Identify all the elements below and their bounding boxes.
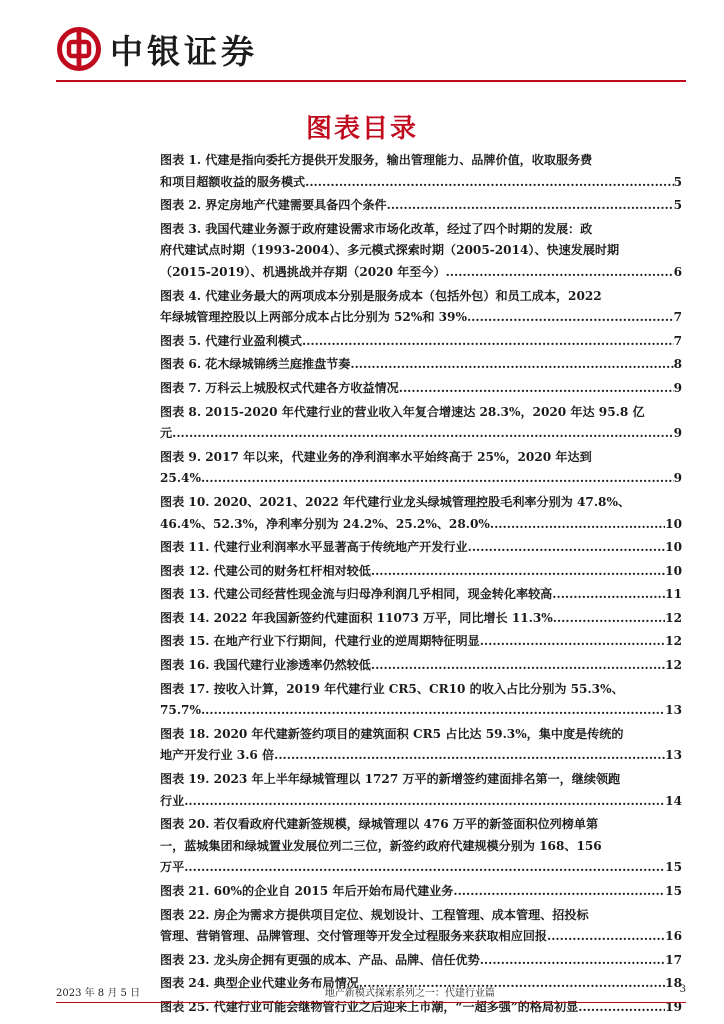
footer-divider <box>56 1002 686 1003</box>
toc-leader-dots <box>480 631 665 653</box>
toc-entry-text: 图表 18. 2020 年代建新签约项目的建筑面积 CR5 占比达 59.3%，集中度是传统的 <box>160 726 624 741</box>
toc-entry-last-line <box>160 331 682 353</box>
toc-leader-dots <box>201 468 674 490</box>
toc-entry-text: 图表 4. 代建业务最大的两项成本分别是服务成本（包括外包）和员工成本，2022 <box>160 288 602 303</box>
table-of-figures <box>160 150 682 1021</box>
toc-page-number: 10 <box>665 516 682 531</box>
toc-entry-last-line <box>160 881 682 903</box>
toc-leader-dots <box>578 997 665 1019</box>
toc-entry-text: 年绿城管理控股以上两部分成本占比分别为 52%和 39% <box>160 310 467 325</box>
toc-page-number: 19 <box>665 999 682 1014</box>
toc-leader-dots <box>553 608 665 630</box>
toc-leader-dots <box>350 354 673 376</box>
toc-entry[interactable] <box>160 378 682 400</box>
toc-entry[interactable] <box>160 195 682 217</box>
toc-page-number: 17 <box>665 952 682 967</box>
toc-entry-last-line <box>160 354 682 376</box>
toc-entry-last-line <box>160 926 682 948</box>
toc-entry-text: 46.4%、52.3%，净利率分别为 24.2%、25.2%、28.0% <box>160 516 490 531</box>
toc-entry-text: 25.4% <box>160 471 201 486</box>
toc-leader-dots <box>480 950 665 972</box>
toc-entry[interactable] <box>160 769 682 812</box>
toc-entry[interactable] <box>160 354 682 376</box>
toc-entry-text: 图表 17. 按收入计算，2019 年代建行业 CR5、CR10 的收入占比分别为 55.3%、 <box>160 681 624 696</box>
footer-series-title: 地产新模式探索系列之一：代建行业篇 <box>324 988 495 999</box>
toc-entry-text: 图表 14. 2022 年我国新签约代建面积 11073 万平，同比增长 11.3% <box>160 610 553 625</box>
toc-entry[interactable] <box>160 814 682 879</box>
toc-entry-last-line <box>160 561 682 583</box>
toc-entry[interactable] <box>160 905 682 948</box>
toc-entry-text: 图表 2. 界定房地产代建需要具备四个条件 <box>160 198 387 213</box>
toc-page-number: 5 <box>673 174 682 189</box>
toc-entry-text: 图表 16. 我国代建行业渗透率仍然较低 <box>160 658 371 673</box>
toc-leader-dots <box>467 307 674 329</box>
toc-leader-dots <box>274 745 665 767</box>
bank-of-china-logo-icon <box>56 26 102 72</box>
footer-date: 2023 年 8 月 5 日 <box>56 988 141 999</box>
toc-entry[interactable] <box>160 631 682 653</box>
toc-entry-text: 图表 9. 2017 年以来，代建业务的净利润率水平始终高于 25%，2020 年达到 <box>160 449 592 464</box>
toc-page-number: 15 <box>665 884 682 898</box>
toc-entry-text: 图表 1. 代建是指向委托方提供开发服务，输出管理能力、品牌价值，收取服务费 <box>160 153 593 167</box>
toc-entry-text: 图表 20. 若仅看政府代建新签规模，绿城管理以 476 万平的新签面积位列榜单第 <box>160 817 599 832</box>
footer <box>56 984 686 999</box>
toc-entry-last-line <box>160 307 682 329</box>
toc-leader-dots <box>371 561 665 583</box>
toc-entry-text: 行业 <box>160 793 185 808</box>
toc-entry-last-line <box>160 791 682 813</box>
toc-entry-last-line <box>160 584 682 606</box>
toc-page-number: 12 <box>665 634 682 649</box>
toc-leader-dots <box>468 537 666 559</box>
toc-entry[interactable] <box>160 881 682 903</box>
toc-entry[interactable] <box>160 724 682 767</box>
toc-entry-text: 地产开发行业 3.6 倍 <box>160 748 275 763</box>
toc-entry-text: 图表 6. 花木绿城锦绣兰庭推盘节奏 <box>160 357 351 372</box>
toc-page-number: 12 <box>665 658 682 673</box>
brand-name: 中银证券 <box>110 31 258 71</box>
toc-entry-text: 府代建试点时期（1993-2004）、多元模式探索时期（2005-2014）、快速发展时期 <box>160 243 620 258</box>
toc-entry[interactable] <box>160 219 682 284</box>
toc-page-number: 13 <box>665 748 682 763</box>
toc-entry-last-line <box>160 655 682 677</box>
toc-entry-last-line <box>160 631 682 653</box>
toc-entry[interactable] <box>160 286 682 329</box>
toc-entry-text: 75.7% <box>160 703 201 718</box>
toc-entry[interactable] <box>160 997 682 1019</box>
toc-entry[interactable] <box>160 950 682 972</box>
toc-page-number: 15 <box>665 860 682 875</box>
toc-entry-text: 图表 12. 代建公司的财务杠杆相对较低 <box>160 563 371 578</box>
toc-page-number: 11 <box>665 587 682 602</box>
toc-entry[interactable] <box>160 584 682 606</box>
toc-entry-last-line <box>160 745 682 767</box>
toc-entry-text: 图表 22. 房企为需求方提供项目定位、规划设计、工程管理、成本管理、招投标 <box>160 907 589 922</box>
toc-leader-dots <box>446 262 674 284</box>
toc-page-number: 6 <box>673 264 682 279</box>
toc-page-number: 10 <box>665 563 682 578</box>
toc-entry-last-line <box>160 700 682 722</box>
toc-page-number: 8 <box>673 357 682 372</box>
toc-entry-text: 图表 8. 2015-2020 年代建行业的营业收入年复合增速达 28.3%，2020 年达 95.8 亿 <box>160 404 645 419</box>
toc-entry-text: 万平 <box>160 860 185 875</box>
toc-entry-text: 图表 10. 2020、2021、2022 年代建行业龙头绿城管理控股毛利率分别为 47.8%、 <box>160 494 631 509</box>
toc-entry-text: 图表 3. 我国代建业务源于政府建设需求市场化改革，经过了四个时期的发展：政 <box>160 221 593 236</box>
toc-leader-dots <box>302 331 674 353</box>
toc-entry-text: 元 <box>160 426 173 441</box>
header-divider <box>56 80 686 82</box>
toc-page-number: 16 <box>665 929 682 944</box>
toc-entry[interactable] <box>160 402 682 445</box>
toc-entry-text: 图表 21. 60%的企业自 2015 年后开始布局代建业务 <box>160 884 454 898</box>
toc-entry-text: 图表 19. 2023 年上半年绿城管理以 1727 万平的新增签约建面排名第一，继续领跑 <box>160 772 621 787</box>
toc-leader-dots <box>387 195 674 217</box>
toc-entry[interactable] <box>160 608 682 630</box>
toc-entry-last-line <box>160 172 682 194</box>
footer-page-number: 3 <box>679 984 686 995</box>
toc-leader-dots <box>184 791 665 813</box>
toc-page-number: 9 <box>673 380 682 395</box>
toc-entry[interactable] <box>160 561 682 583</box>
toc-entry[interactable] <box>160 537 682 559</box>
toc-page-number: 7 <box>673 333 682 348</box>
toc-leader-dots <box>201 700 665 722</box>
toc-entry-last-line <box>160 468 682 490</box>
toc-entry-last-line <box>160 997 682 1019</box>
toc-entry-text: 图表 25. 代建行业可能会继物管行业之后迎来上市潮，“一超多强”的格局初显 <box>160 999 579 1014</box>
toc-leader-dots <box>172 423 673 445</box>
toc-page-number: 12 <box>665 610 682 625</box>
toc-entry-text: 管理、营销管理、品牌管理、交付管理等开发全过程服务来获取相应回报 <box>160 929 548 944</box>
toc-leader-dots <box>547 926 665 948</box>
toc-entry-text: 和项目超额收益的服务模式 <box>160 174 306 189</box>
toc-entry[interactable] <box>160 447 682 490</box>
toc-entry-text: 图表 7. 万科云上城股权式代建各方收益情况 <box>160 380 399 395</box>
toc-entry-last-line <box>160 423 682 445</box>
toc-leader-dots <box>552 584 665 606</box>
toc-entry[interactable] <box>160 150 682 193</box>
toc-entry[interactable] <box>160 679 682 722</box>
toc-entry-last-line <box>160 378 682 400</box>
header <box>56 20 258 78</box>
toc-leader-dots <box>453 881 665 903</box>
toc-entry[interactable] <box>160 655 682 677</box>
toc-entry-last-line <box>160 262 682 284</box>
toc-page-number: 9 <box>673 471 682 486</box>
toc-leader-dots <box>399 378 674 400</box>
toc-leader-dots <box>371 655 665 677</box>
toc-page-number: 9 <box>673 426 682 441</box>
toc-entry-text: 图表 5. 代建行业盈利模式 <box>160 333 302 348</box>
toc-entry-last-line <box>160 857 682 879</box>
toc-title: 图表目录 <box>305 114 418 144</box>
toc-page-number: 18 <box>665 976 682 991</box>
toc-entry-text: 图表 23. 龙头房企拥有更强的成本、产品、品牌、信任优势 <box>160 952 480 967</box>
toc-entry-text: 图表 13. 代建公司经营性现金流与归母净利润几乎相同，现金转化率较高 <box>160 587 553 602</box>
toc-entry-last-line <box>160 195 682 217</box>
toc-entry[interactable] <box>160 331 682 353</box>
toc-page-number: 13 <box>665 703 682 718</box>
toc-entry-last-line <box>160 537 682 559</box>
toc-leader-dots <box>305 172 673 194</box>
toc-entry-text: 图表 15. 在地产行业下行期间，代建行业的逆周期特征明显 <box>160 634 480 649</box>
toc-entry[interactable] <box>160 492 682 535</box>
toc-entry-last-line <box>160 608 682 630</box>
toc-page-number: 14 <box>665 793 682 808</box>
toc-entry-last-line <box>160 950 682 972</box>
toc-leader-dots <box>490 514 665 536</box>
toc-entry-text: 一，蓝城集团和绿城置业发展位列二三位，新签约政府代建规模分别为 168、156 <box>160 838 602 853</box>
toc-page-number: 10 <box>665 540 682 555</box>
toc-page-number: 5 <box>673 198 682 213</box>
toc-entry-text: 图表 24. 典型企业代建业务布局情况 <box>160 976 359 991</box>
toc-entry-text: （2015-2019）、机遇挑战并存期（2020 年至今） <box>160 264 446 279</box>
toc-leader-dots <box>184 857 665 879</box>
toc-entry-text: 图表 11. 代建行业利润率水平显著高于传统地产开发行业 <box>160 540 468 555</box>
toc-page-number: 7 <box>673 310 682 325</box>
toc-entry-last-line <box>160 514 682 536</box>
